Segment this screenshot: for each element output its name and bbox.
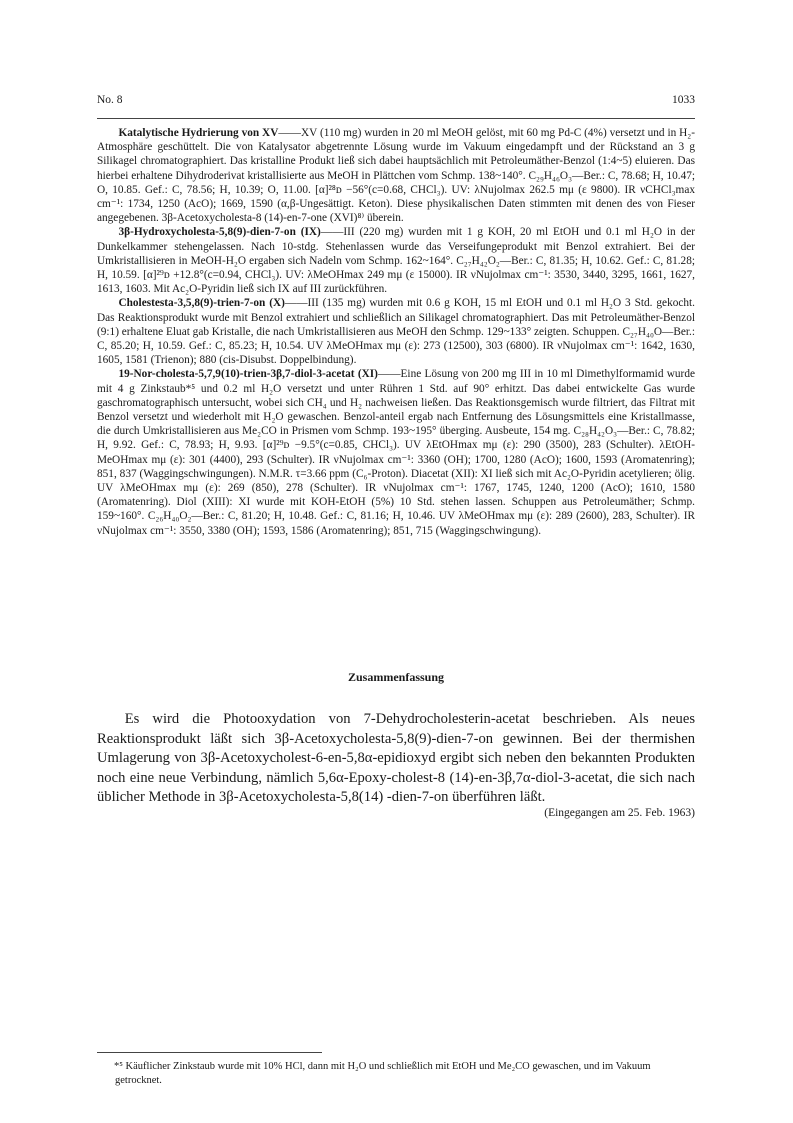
- paragraph-trienone: [97, 296, 695, 367]
- experimental-section: [97, 126, 695, 538]
- summary-body: Es wird die Photooxydation von 7-Dehydrocholesterin-acetat beschrieben. Als neues Reaktionsprodukt läßt sich 3β-Acetoxycholesta-5,8(9)-dien-7-on gewinnen. Bei der thermishen Umlagerung von 3β-Acetoxycholest-6-en-5,8α-epidioxyd ergibt sich neben den bekannten Produkten noch eine neue Verbindung, nämlich 5,6α-Epoxy-cholest-8 (14)-en-3β,7α-diol-3-acetat, die sich nach üblicher Methode in 3β-Acetoxycholesta-5,8(14) -dien-7-on überführen läßt.: [97, 711, 695, 806]
- paragraph-nor-cholesta: [97, 367, 695, 537]
- footnote-text: *⁵ Käuflicher Zinkstaub wurde mit 10% HCl, dann mit H₂O und schließlich mit EtOH und Me₂CO gewaschen, und im Vakuum getrocknet.: [114, 1061, 651, 1086]
- paragraph-dienone: [97, 225, 695, 296]
- paragraph-body: ——III (135 mg) wurden mit 0.6 g KOH, 15 ml EtOH und 0.1 ml H₂O 3 Std. gekocht. Das Reaktionsprodukt wurde mit Benzol extrahiert und schließlich an Silikagel chromatographiert. Das mit Petroleumäther-Benzol (9:1) erhaltene Eluat gab Kristalle, die nach Umkristallisieren aus MeOH den Schmp. 129~133° zeigten. Schuppen. C₂₇H₄₀O—Ber.: C, 85.20; H, 10.59. Gef.: C, 85.23; H, 10.54. UV λMeOHmax mμ (ε): 273 (12500), 303 (6800). IR νNujolmax cm⁻¹: 1642, 1630, 1605, 1581 (Trienon); 880 (cis-Disubst. Doppelbindung).: [97, 297, 695, 367]
- paragraph-title: Cholestesta-3,5,8(9)-trien-7-on (X): [118, 297, 285, 310]
- header-rule: [97, 118, 695, 119]
- page-label: No. 8: [97, 94, 123, 106]
- footnote-rule: [97, 1052, 322, 1053]
- page-number: 1033: [672, 94, 695, 106]
- received-date: (Eingegangen am 25. Feb. 1963): [544, 807, 695, 819]
- paragraph-body: ——III (220 mg) wurden mit 1 g KOH, 20 ml EtOH und 0.1 ml H₂O in der Dunkelkammer stehengelassen. Nach 10-stdg. Stehenlassen wurde das Verseifungeprodukt mit Benzol extrahiert. Bei der Umkristallisieren in MeOH-H₂O ergaben sich Nadeln vom Schmp. 162~164°. C₂₇H₄₂O₂—Ber.: C, 81.35; H, 10.62. Gef.: C, 81.28; H, 10.59. [α]²⁹ᴅ +12.8°(c=0.94, CHCl₃). UV: λMeOHmax 249 mμ (ε 15000). IR νNujolmax cm⁻¹: 3530, 3440, 3295, 1661, 1627, 1613, 1603. Mit Ac₂O-Pyridin ließ sich IX auf III zurückführen.: [97, 226, 695, 296]
- footnote: [97, 1060, 695, 1088]
- paragraph-title: 3β-Hydroxycholesta-5,8(9)-dien-7-on (IX): [118, 226, 321, 239]
- paragraph-title: Katalytische Hydrierung von XV: [118, 127, 279, 139]
- paragraph-body: ——XV (110 mg) wurden in 20 ml MeOH gelöst, mit 60 mg Pd-C (4%) versetzt und in H₂-Atmosphäre geschüttelt. Die von Katalysator abgetrennte Lösung wurde im Vakuum eingedampft und der Rückstand an 3 g Silikagel chromatographiert. Das kristalline Produkt ließ sich dabei hauptsächlich mit Petroleumäther-Benzol (1:4~5) eluieren. Das hierbei erhaltene Dihydroderivat kristallisierte aus MeOH in Plättchen vom Schmp. 138~140°. C₂₉H₄₆O₃—Ber.: C, 78.68; H, 10.47; O, 10.85. Gef.: C, 78.56; H, 10.39; O, 11.00. [α]²⁸ᴅ −56°(c=0.68, CHCl₃). UV: λNujolmax 262.5 mμ (ε 9800). IR νCHCl₃max cm⁻¹: 1734, 1250 (AcO); 1669, 1590 (α,β-Ungesättigt. Keton). Diese physikalischen Daten stimmten mit denen des von Fieser angegebenen. 3β-Acetoxycholesta-8 (14)-en-7-one (XVI)⁸⁾ überein.: [97, 127, 695, 225]
- page-header: [97, 94, 695, 110]
- paragraph-title: 19-Nor-cholesta-5,7,9(10)-trien-3β,7-diol-3-acetat (XI): [118, 368, 378, 381]
- paragraph-hydrierung: [97, 126, 695, 225]
- summary: [97, 710, 695, 808]
- summary-heading: Zusammenfassung: [347, 670, 445, 684]
- paragraph-body: ——Eine Lösung von 200 mg III in 10 ml Dimethylformamid wurde mit 4 g Zinkstaub*⁵ und 0.2 ml H₂O versetzt und unter Rühren 1 Std. auf 90° erhitzt. Das dabei entwickelte Gas wurde gaschromatographisch untersucht, wobei sich CH₄ und H₂ nachweisen ließen. Das Reaktionsgemisch wurde filtriert, das Filtrat mit Benzol versetzt und wiederholt mit H₂O gewaschen. Benzol-anteil ergab nach Entfernung des Lösungsmittels eine Kristallmasse, die durch Umkristallisieren aus Me₂CO in Prismen vom Schmp. 193~195° überging. Ausbeute, 154 mg. C₂₈H₄₂O₃—Ber.: C, 78.82; H, 9.92. Gef.: C, 78.93; H, 9.93. [α]²⁹ᴅ −9.5°(c=0.85, CHCl₃). UV λEtOHmax mμ (ε): 290 (3500), 283 (Schulter). λEtOH-MeOHmax mμ (ε): 301 (4400), 293 (Schulter). IR νNujolmax cm⁻¹: 3360 (OH); 1700, 1280 (AcO); 1600, 1593 (Aromatenring); 851, 837 (Waggingschwingungen). N.M.R. τ=3.66 ppm (C₆-Proton). Diacetat (XII): XI ließ sich mit Ac₂O-Pyridin acetylieren; ölig. UV λMeOHmax mμ (ε): 269 (850), 278 (Schulter). IR νNujolmax cm⁻¹: 1767, 1745, 1240, 1200 (AcO); 1610, 1580 (Aromatenring). Diol (XIII): XI wurde mit KOH-EtOH (5%) 10 Std. stehen lassen. Schuppen aus Petroleumäther; Schmp. 159~160°. C₂₆H₄₀O₂—Ber.: C, 81.20; H, 10.48. Gef.: C, 81.16; H, 10.46. UV λMeOHmax mμ (ε): 289 (2600), 283, Schulter). IR νNujolmax cm⁻¹: 3550, 3380 (OH); 1593, 1586 (Aromatenring); 851, 715 (Waggingschwingung).: [97, 368, 695, 537]
